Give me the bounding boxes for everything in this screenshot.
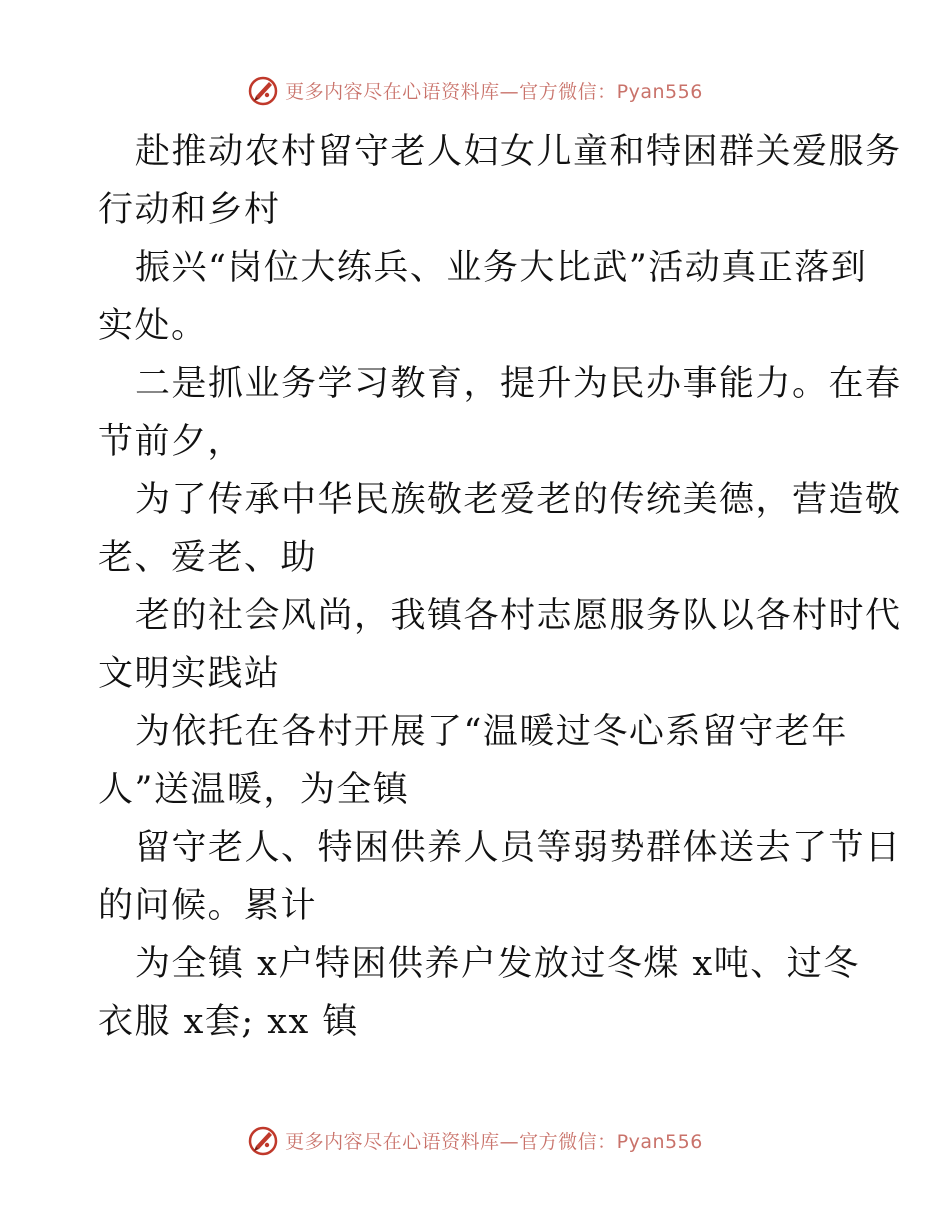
text-line: 行动和乡村 <box>98 190 281 230</box>
header-watermark <box>0 70 950 110</box>
text-line: 老、爱老、助 <box>98 538 318 578</box>
text-line: 节前夕， <box>98 422 245 462</box>
document-body <box>98 123 902 1051</box>
text-line: 赴推动农村留守老人妇女儿童和特困群关爱服务 <box>135 132 902 172</box>
watermark-text: 更多内容尽在心语资料库—官方微信：Pyan556 <box>285 80 703 103</box>
pen-logo-icon <box>247 1124 279 1156</box>
text-line: 衣服 x套; xx 镇 <box>98 1002 359 1042</box>
text-line: 人”送温暖，为全镇 <box>98 770 410 810</box>
watermark-text: 更多内容尽在心语资料库—官方微信：Pyan556 <box>285 1130 703 1153</box>
text-line: 为依托在各村开展了“温暖过冬心系留守老年 <box>135 712 848 752</box>
text-line: 为全镇 x户特困供养户发放过冬煤 x吨、过冬 <box>135 944 860 984</box>
text-line: 二是抓业务学习教育，提升为民办事能力。在春 <box>135 364 902 404</box>
text-line: 实处。 <box>98 306 208 346</box>
text-line: 文明实践站 <box>98 654 281 694</box>
text-line: 留守老人、特困供养人员等弱势群体送去了节日 <box>135 828 902 868</box>
text-line: 为了传承中华民族敬老爱老的传统美德，营造敬 <box>135 480 902 520</box>
pen-logo-icon <box>247 74 279 106</box>
text-line: 老的社会风尚，我镇各村志愿服务队以各村时代 <box>135 596 902 636</box>
footer-watermark <box>0 1120 950 1160</box>
text-line: 的问候。累计 <box>98 886 318 926</box>
text-line: 振兴“岗位大练兵、业务大比武”活动真正落到 <box>135 248 868 288</box>
